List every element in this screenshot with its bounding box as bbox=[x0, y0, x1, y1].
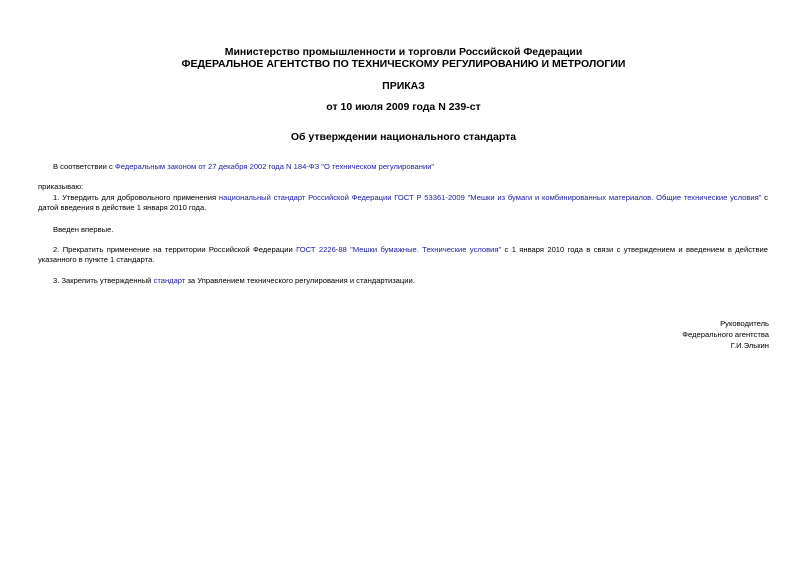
item-1-text-b: с датой введения в действие 1 января 2010 года. bbox=[38, 193, 768, 212]
item-2-paragraph bbox=[38, 245, 768, 265]
item-1-text-a: 1. Утвердить для добровольного применения bbox=[53, 193, 219, 202]
signature-block bbox=[682, 318, 769, 351]
gost-r-53361-link[interactable]: национальный стандарт Российской Федерации ГОСТ Р 53361-2009 "Мешки из бумаги и комбинированных материалов. Общие технические условия" bbox=[218, 193, 762, 202]
item-3-paragraph bbox=[53, 276, 768, 286]
item-3-text-a: 3. Закрепить утвержденный bbox=[53, 276, 154, 285]
item-3-text-b: за Управлением технического регулирования и стандартизации. bbox=[185, 276, 415, 285]
order-word: приказываю: bbox=[38, 182, 84, 191]
item-2-text-a: 2. Прекратить применение на территории Российской Федерации bbox=[53, 245, 297, 254]
ministry-heading: Министерство промышленности и торговли Российской Федерации bbox=[224, 46, 583, 58]
signatory-title-line-1: Руководитель bbox=[720, 319, 769, 328]
standard-link[interactable]: стандарт bbox=[153, 276, 186, 285]
item-1-paragraph bbox=[38, 193, 768, 213]
item-2-text-b: с 1 января 2010 года в связи с утверждением и введением в действие указанного в пункте 1 стандарта. bbox=[38, 245, 768, 264]
subject-heading: Об утверждении национального стандарта bbox=[290, 131, 517, 143]
agency-heading: ФЕДЕРАЛЬНОЕ АГЕНТСТВО ПО ТЕХНИЧЕСКОМУ РЕГУЛИРОВАНИЮ И МЕТРОЛОГИИ bbox=[181, 58, 626, 70]
preamble-paragraph bbox=[53, 162, 768, 172]
federal-law-link[interactable]: Федеральным законом от 27 декабря 2002 года N 184-ФЗ "О техническом регулировании" bbox=[114, 162, 435, 171]
preamble-text: В соответствии с bbox=[53, 162, 115, 171]
signatory-title-line-2: Федерального агентства bbox=[682, 330, 769, 339]
gost-2226-88-link[interactable]: ГОСТ 2226-88 "Мешки бумажные. Технические условия" bbox=[296, 245, 502, 254]
date-number-heading: от 10 июля 2009 года N 239-ст bbox=[326, 101, 481, 113]
signatory-name: Г.И.Элькин bbox=[730, 341, 769, 350]
first-introduced-note: Введен впервые. bbox=[53, 225, 114, 234]
doc-type-heading: ПРИКАЗ bbox=[382, 80, 425, 92]
